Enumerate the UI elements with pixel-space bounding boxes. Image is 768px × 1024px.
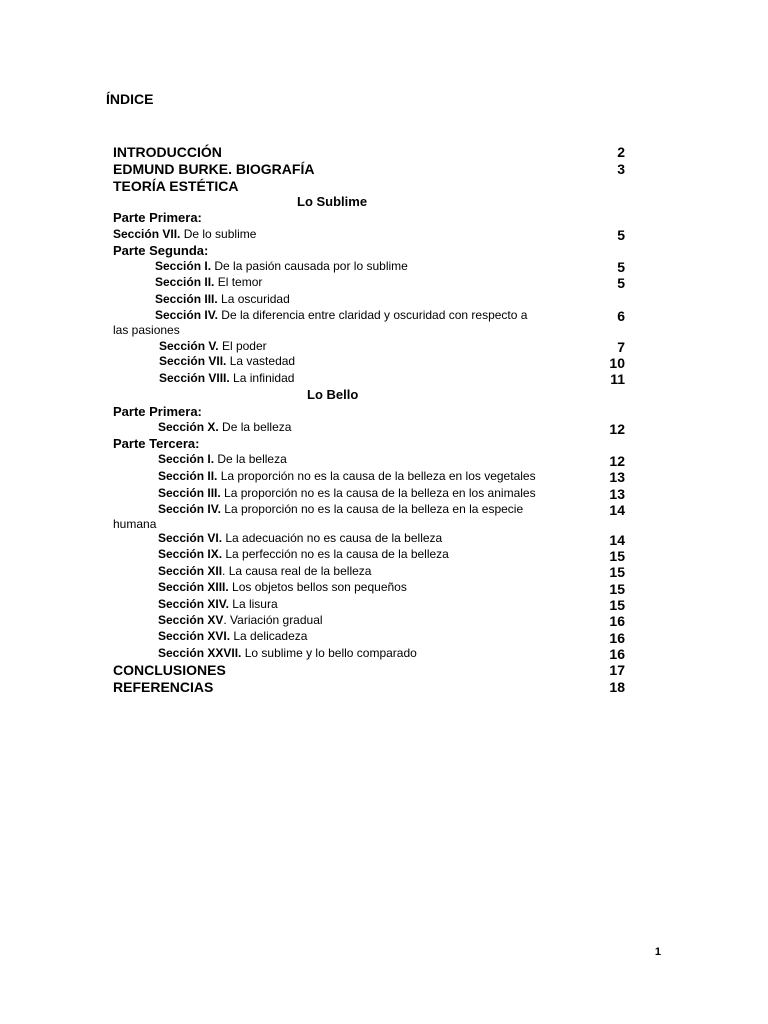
toc-page-number: 15	[609, 548, 625, 564]
toc-page-number: 15	[609, 581, 625, 597]
toc-section-entry: Sección III. La proporción no es la causa de la belleza en los animales	[158, 486, 536, 500]
toc-section-entry: Sección XXVII. Lo sublime y lo bello comparado	[158, 646, 417, 660]
toc-page-number: 10	[609, 355, 625, 371]
toc-section-entry-continuation: las pasiones	[113, 323, 180, 337]
page-title: ÍNDICE	[106, 91, 154, 107]
toc-section-entry: Sección XIV. La lisura	[158, 597, 278, 611]
toc-section-entry: Sección III. La oscuridad	[155, 292, 290, 306]
toc-page-number: 13	[609, 486, 625, 502]
toc-section-entry: Sección I. De la pasión causada por lo sublime	[155, 259, 408, 273]
toc-page-number: 6	[617, 308, 625, 324]
part-label: Parte Segunda:	[113, 243, 209, 258]
toc-section-entry: Sección X. De la belleza	[158, 420, 292, 434]
toc-page-number: 5	[617, 275, 625, 291]
toc-section-entry: Sección VII. La vastedad	[159, 354, 296, 368]
toc-page-number: 12	[609, 453, 625, 469]
toc-entry-biografia: EDMUND BURKE. BIOGRAFÍA	[113, 161, 315, 177]
toc-section-entry: Sección II. El temor	[155, 275, 263, 289]
section-heading-bello: Lo Bello	[307, 387, 359, 402]
toc-entry-introduccion: INTRODUCCIÓN	[113, 144, 222, 160]
section-heading-sublime: Lo Sublime	[297, 194, 368, 209]
toc-page-number: 16	[609, 613, 625, 629]
toc-page-conclusiones: 17	[609, 662, 625, 678]
toc-section-entry: Sección XII. La causa real de la belleza	[158, 564, 372, 578]
toc-entry-referencias: REFERENCIAS	[113, 679, 214, 695]
page-number: 1	[654, 946, 661, 958]
toc-section-entry-continuation: humana	[113, 517, 157, 531]
toc-section-entry: Sección IV. La proporción no es la causa de la belleza en la especie	[158, 502, 524, 516]
toc-section-entry: Sección I. De la belleza	[158, 452, 287, 466]
toc-entry-teoria-estetica: TEORÍA ESTÉTICA	[113, 178, 239, 194]
toc-page-number: 11	[610, 371, 625, 387]
toc-page-number: 5	[617, 227, 625, 243]
toc-page-referencias: 18	[609, 679, 625, 695]
toc-page-biografia: 3	[617, 161, 625, 177]
toc-page-number: 15	[609, 597, 625, 613]
toc-page-number: 12	[609, 421, 625, 437]
toc-section-entry: Sección XV. Variación gradual	[158, 613, 323, 627]
toc-page-number: 5	[617, 259, 625, 275]
toc-section-entry: Sección XVI. La delicadeza	[158, 629, 308, 643]
toc-page-number: 16	[609, 630, 625, 646]
toc-page-number: 15	[609, 564, 625, 580]
toc-section-entry: Sección VII. De lo sublime	[113, 227, 257, 241]
toc-page-number: 13	[609, 469, 625, 485]
toc-section-entry: Sección II. La proporción no es la causa de la belleza en los vegetales	[158, 469, 536, 483]
toc-section-entry: Sección V. El poder	[159, 339, 267, 353]
toc-section-entry: Sección VI. La adecuación no es causa de la belleza	[158, 531, 443, 545]
part-label: Parte Tercera:	[113, 436, 200, 451]
toc-section-entry: Sección VIII. La infinidad	[159, 371, 295, 385]
part-label: Parte Primera:	[113, 404, 202, 419]
toc-page-number: 14	[609, 502, 625, 518]
toc-entry-conclusiones: CONCLUSIONES	[113, 662, 226, 678]
toc-page-number: 7	[617, 339, 625, 355]
toc-section-entry: Sección IX. La perfección no es la causa de la belleza	[158, 547, 449, 561]
toc-section-entry: Sección IV. De la diferencia entre claridad y oscuridad con respecto a	[155, 308, 528, 322]
toc-page-introduccion: 2	[617, 144, 625, 160]
toc-page-number: 14	[609, 532, 625, 548]
toc-section-entry: Sección XIII. Los objetos bellos son pequeños	[158, 580, 407, 594]
part-label: Parte Primera:	[113, 210, 202, 225]
toc-page-number: 16	[609, 646, 625, 662]
